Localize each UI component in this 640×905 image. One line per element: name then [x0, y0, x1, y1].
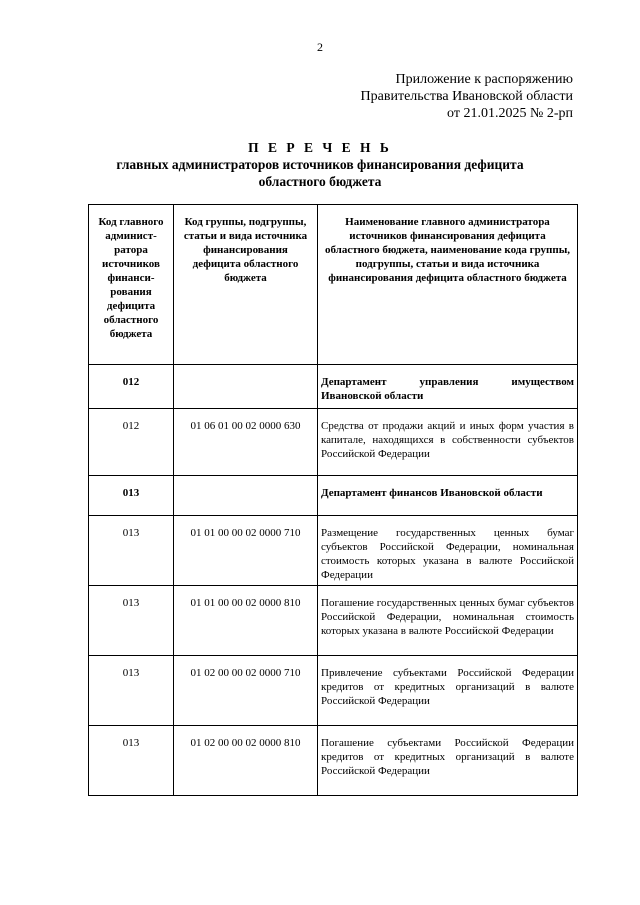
table-row	[89, 476, 578, 516]
appendix-line-3: от 21.01.2025 № 2-рп	[447, 106, 573, 121]
row-group-code: 01 02 00 00 02 0000 710	[174, 656, 318, 726]
row-name: Департамент управления имуществом Ивановской области	[318, 365, 578, 409]
header-admin-code: Код главного админист-ратора источников финанси-рования дефицита областного бюджета	[89, 205, 174, 365]
table-row	[89, 516, 578, 586]
row-admin-code: 013	[89, 726, 174, 796]
table-row	[89, 656, 578, 726]
table-row	[89, 726, 578, 796]
row-admin-code: 013	[89, 476, 174, 516]
row-group-code: 01 02 00 00 02 0000 810	[174, 726, 318, 796]
document-title	[0, 139, 640, 190]
row-name: Привлечение субъектами Российской Федерации кредитов от кредитных организаций в валюте Российской Федерации	[318, 656, 578, 726]
table-row	[89, 365, 578, 409]
page-number: 2	[317, 40, 323, 54]
header-name: Наименование главного администратора источников финансирования дефицита областного бюджета, наименование кода группы, подгруппы, статьи и вида источника финансирования дефицита областного бюджета	[318, 205, 578, 365]
row-group-code: 01 01 00 00 02 0000 810	[174, 586, 318, 656]
table-header-row	[89, 205, 578, 365]
row-admin-code: 013	[89, 586, 174, 656]
row-group-code	[174, 476, 318, 516]
row-group-code: 01 01 00 00 02 0000 710	[174, 516, 318, 586]
row-name: Погашение субъектами Российской Федерации кредитов от кредитных организаций в валюте Российской Федерации	[318, 726, 578, 796]
title-line-1: главных администраторов источников финансирования дефицита	[116, 157, 524, 172]
title-line-2: областного бюджета	[258, 174, 382, 189]
table-row	[89, 409, 578, 476]
row-admin-code: 012	[89, 409, 174, 476]
appendix-line-1: Приложение к распоряжению	[395, 72, 573, 87]
row-name: Средства от продажи акций и иных форм участия в капитале, находящихся в собственности субъектов Российской Федерации	[318, 409, 578, 476]
row-name: Погашение государственных ценных бумаг субъектов Российской Федерации, номинальная стоимость которых указана в валюте Российской Федерации	[318, 586, 578, 656]
row-group-code: 01 06 01 00 02 0000 630	[174, 409, 318, 476]
sources-table	[88, 204, 578, 796]
header-group-code: Код группы, подгруппы, статьи и вида источника финансирования дефицита областного бюджета	[174, 205, 318, 365]
appendix-line-2: Правительства Ивановской области	[360, 89, 573, 104]
row-admin-code: 013	[89, 656, 174, 726]
appendix-block	[361, 71, 573, 122]
row-name: Размещение государственных ценных бумаг субъектов Российской Федерации, номинальная стоимость которых указана в валюте Российской Федерации	[318, 516, 578, 586]
title-heading: П Е Р Е Ч Е Н Ь	[248, 140, 392, 155]
row-admin-code: 012	[89, 365, 174, 409]
table-row	[89, 586, 578, 656]
row-admin-code: 013	[89, 516, 174, 586]
row-name: Департамент финансов Ивановской области	[318, 476, 578, 516]
row-group-code	[174, 365, 318, 409]
